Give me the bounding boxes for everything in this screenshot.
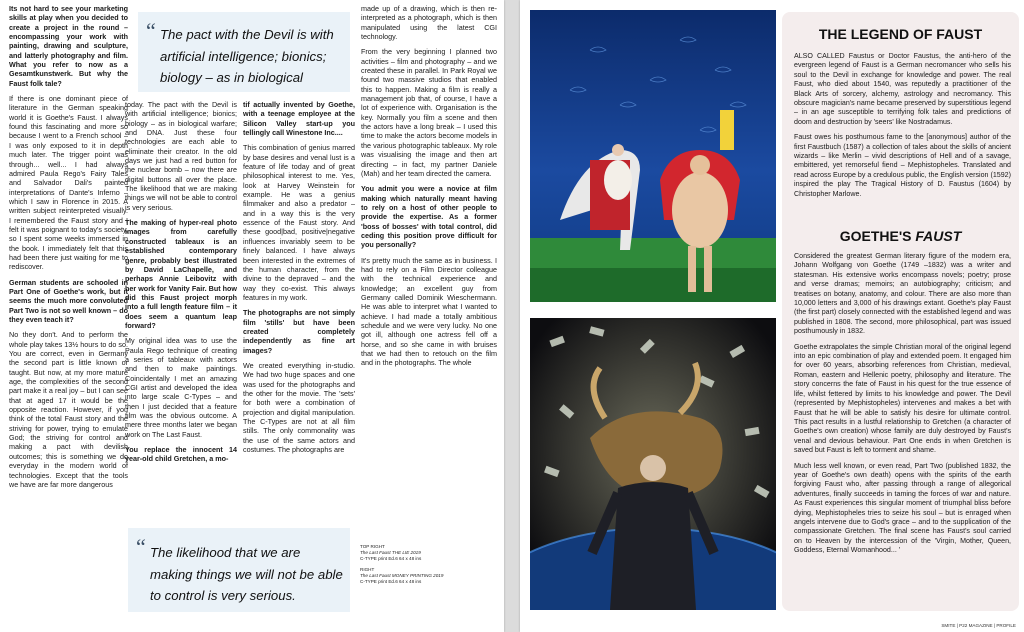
answer-paragraph: My original idea was to use the Paula Rego technique of creating a series of tableaux with actors and then to make paintings. Coincidentally I met an amazing CGI artist and developed the idea into large scale C-Types – and then I just decided that a feature film was the obvious outcome. A mere three months later we began work on The Last Faust. [125,336,237,439]
section-title-italic: FAUST [915,228,962,244]
answer-paragraph: today. The pact with the Devil is with artificial intelligence; bionics; biology – as in biological warfare; and DNA. Just these four technologies are each able to eliminate their creator. In the old days we just had a red button for the nuclear bomb – now there are digital buttons all over the place. The likelihood that we are making things we will not be able to control is very serious. [125,100,237,212]
question-paragraph: German students are schooled in Part One of Goethe's work, but it seems the much more convoluted Part Two is not so well known – do they even teach it? [9,277,128,324]
article-column-2 [125,100,237,510]
image-credits [360,544,500,585]
left-page [0,0,504,632]
question-paragraph: You admit you were a novice at film making which naturally meant having to rely on a host of other people to provide the expertise. As a former 'boss of bosses' with total control, did ceding this position prove difficult for you personally? [361,184,497,250]
article-column-1 [9,4,128,626]
pull-quote-text: The pact with the Devil is with artificial intelligence; bionics; biology – as in biological [160,27,334,85]
answer-paragraph: It's pretty much the same as in business. I had to rely on a Film Director colleague with the technical experience and knowledge; an excellent guy from Germany called Dominik Wieschermann. He was able to interpret what I wanted to achieve. I had made a totally ambitious schedule and we were very lucky. No one got ill, although one actress fell off a horse, and so she came in with bruises that we had then to retouch on the film and in the photographs. The whole [361,255,497,368]
photo-the-lie [530,10,776,302]
credit-details: C-TYPE print Ed.6 64 x 48 ins [360,578,422,584]
right-page [520,0,1024,632]
money-printing-artwork [530,318,776,610]
pull-quote-text: The likelihood that we are making things we will not be able to control is very serious. [150,545,343,603]
section-title: THE LEGEND OF FAUST [818,26,983,42]
answer-paragraph: If there is one dominant piece of literature in the German speaking world it is Goethe's Faust. I always found this fascinating and more so because I went to a French school – I was only exposed to it in depth much later. The trigger point was through... well... I had always admired Paula Rego's Fairy Tales and Salvador Dali's painted interpretations of Dante's Inferno – which I saw in Florence in 2015. A written subject reinterpreted visually. I remembered the Faust story and I felt it was poignant to today's society, so I spent some weeks immersed in the book. I immediately felt that this had been there just waiting for me to rediscover. [9,94,128,272]
goethe-body [794,252,1011,562]
quote-mark-icon: “ [146,18,156,43]
question-paragraph: You replace the innocent 14 year-old child Gretchen, a mo- [125,445,237,464]
photo-money-printing [530,318,776,610]
body-paragraph: Considered the greatest German literary figure of the modern era, Johann Wolfgang von Goethe (1749 –1832) was a writer and statesman. His extensive works encompass novels; poetry; prose and verse dramas; memoirs; an autobiography; criticism; and treatises on botany, anatomy, and colour. There are also more than 10,000 letters and 3,000 of his drawings extant. Goethe's play Faust (the first part) closely connected with the established legend and was published in 1808. The second, more philosophical, part was issued posthumously in 1832. [794,252,1011,336]
credit-label: RIGHT [360,567,375,573]
legend-of-faust-panel [782,12,1019,611]
section-title-part: GOETHE'S [839,228,912,244]
answer-paragraph: made up of a drawing, which is then re-interpreted as a photograph, which is then manipulated using the latest CGI technology. [361,4,497,42]
section-title-goethe [782,228,1019,244]
body-paragraph: ALSO CALLED Faustus or Doctor Faustus, the anti-hero of the evergreen legend of Faust is a German necromancer who sells his soul to the Devil in exchange for knowledge and power. The real Faust, who died about 1540, was reputedly a practitioner of the Black Arts of sorcery, alchemy, astrology and necromancy. This obscure magician's name became preserved by superstitious legend – in an age susceptible to terrifying folk tales and predictions of doom and destruction by 'seers' like Nostradamus. [794,52,1011,126]
answer-paragraph: This combination of genius marred by base desires and venal lust is a feature of life today and of great philosophical interest to me. Yes, look at Harvey Weinstein for example. He was a genius filmmaker and also a predator – and in a way this is the very essence of the Faust story. And these good|bad, positive|negative influences invariably seem to be finely balanced. I have always been interested in the extremes of the human character, from the divine to the depraved – and the way they co-exist. This always features in my work. [243,143,355,302]
article-column-4 [361,4,497,509]
article-column-3 [243,100,355,510]
pull-quote-bottom [128,528,350,612]
question-paragraph: tif actually invented by Goethe, with a teenage employee at the Silicon Valley start-up you tellingly call Winestone Inc.... [243,100,355,138]
answer-paragraph: No they don't. And to perform the whole play takes 13½ hours to do so. You are correct, even in Germany the second part is little known or taught. But now, at my more mature age, the complexities of the second part make it a real joy – but I can see that at aged 17 it would be the opposite reaction. However, if you think of the total Faust story and the striving for power, trying to emulate God; the striving for control and making a pact with devilish outcomes; this is something we do everyday in the modern world of technologies. Except that the tools we have are far more dangerous [9,330,128,489]
intro-question: Its not hard to see your marketing skills at play when you decided to create a project in the round – encompassing your work with painting, drawing and sculpture, and latterly photography and film. What you refer to now as a Gesamtkunstwerk. But why the Faust folk tale? [9,4,128,88]
body-paragraph: Faust owes his posthumous fame to the [anonymous] author of the first Faustbuch (1587) a collection of tales about the skills of ancient wizards – like Merlin – vivid descriptions of Hell and of a savage, embittered, yet remorseful fiend – Mephistopheles. Translated and read across Europe by a credulous public, the English version (1592) inspired the play The Tragical History of D. Faustus (1604) by Christopher Marlowe. [794,133,1011,198]
credit-title: The Last Faust THE LIE 2019 [360,549,421,555]
page-footer: SMITE | P22 MAGAZINE | PROFILE [941,623,1016,628]
quote-mark-icon: “ [136,534,146,559]
question-paragraph: The making of hyper-real photo images from carefully constructed tableaux is an established contemporary genre, probably best illustrated by David LaChapelle, and perhaps Annie Leibovitz with her work for Vanity Fair. But how did this Faust project morph into a full length feature film – it does seem a quantum leap forward? [125,218,237,330]
pull-quote-top [138,12,350,92]
answer-paragraph: We created everything in-studio. We had two huge spaces and one was used for the photographs and the other for the movie. The 'sets' for both were a combination of projection and digital manipulation. The C-Types are not at all film stills. The only commonality was the use of the same actors and costumes. The photographs are [243,360,355,455]
the-lie-artwork [530,10,776,302]
credit-title: The Last Faust MONEY PRINTING 2019 [360,573,444,579]
body-paragraph: Goethe extrapolates the simple Christian moral of the original legend into an epic combination of play and extended poem. It engaged him for over 60 years, absorbing references from Christian, medieval, Roman, eastern and Hellenic poetry, philosophy and literature. The story concerns the fate of Faust in his quest for the true essence of life, whilst fettered by limits to his knowledge and power. The Devil (represented by Mephistopheles) intervenes and makes a bet with Faust that he will be able to satisfy his desire for ultimate control. This pact results in a lustful relationship to Gretchen (a character of Goethe's own creation) whose family are duly destroyed by Faust's venal and devious behaviour. Part One ends in when Gretchen is saved but Faust is left to torment and shame. [794,342,1011,455]
credit-details: C-TYPE print Ed.6 64 x 48 ins [360,555,422,561]
credit-label: TOP RIGHT [360,544,385,549]
legend-body [794,52,1011,205]
body-paragraph: Much less well known, or even read, Part Two (published 1832, the year of Goethe's own death) opens with the spirits of the earth forgiving Faust who, after passing through a range of allegorical adventures, finally succeeds in taming the forces of war and nature. As Faust experiences this singular moment of triumphal bliss before dying, Mephistopheles tries to seize his soul – but is enraged when angels intervene due to God's grace – and to the supplication of the compassionate Gretchen. The final scene has Faust's soul carried on to Heaven by the intercession of the 'Virgin, Mother, Queen, Goddess, Eternal Womanhood... ' [794,461,1011,555]
question-paragraph: The photographs are not simply film 'stills' but have been created completely independently as fine art images? [243,308,355,355]
answer-paragraph: From the very beginning I planned two activities – film and photography – and we created these in parallel. In Park Royal we found two massive studios that enabled this to happen. Making a film is really a management job that, of course, I have a lot of experience with. Organisation is the key. Normally you film a scene and then the actors have a long break – I used this time to make the actors become models in the various photographic tableaux. My role was visualising the image and then art directing – in fact, my partner Daniele (Mah) and her team directed the camera. [361,47,497,178]
